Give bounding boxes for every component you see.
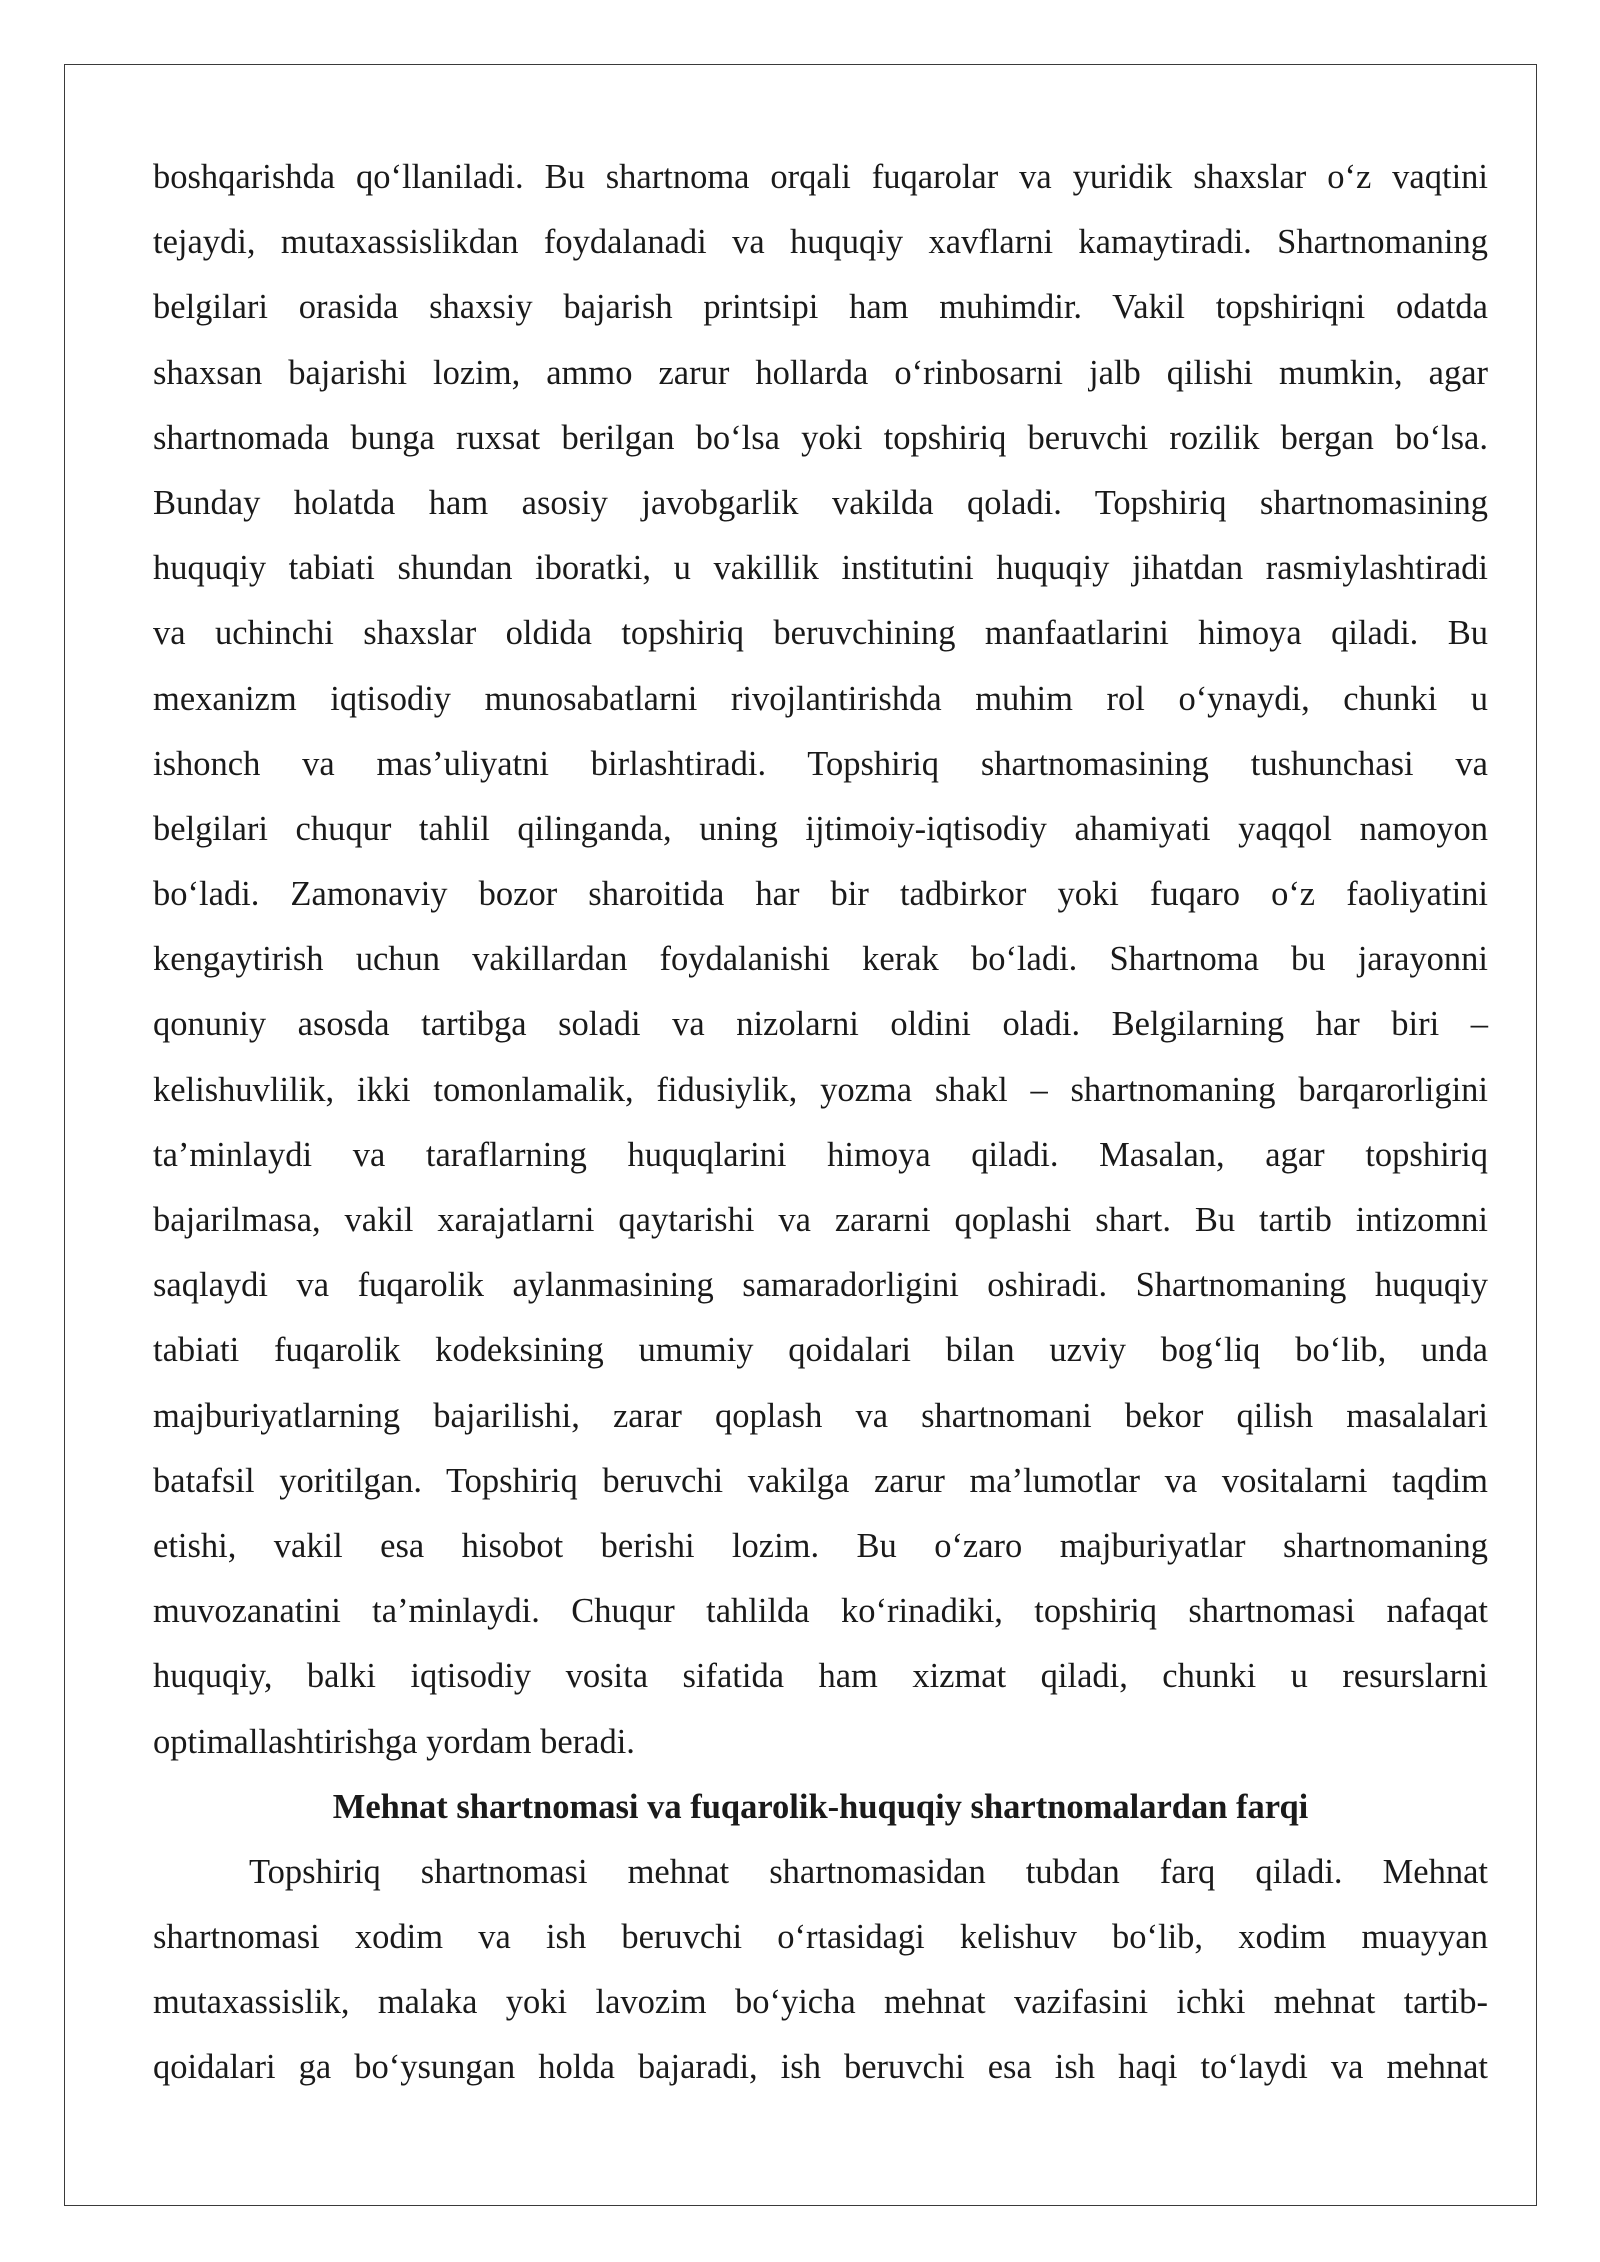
text-line: qoidalari ga bo‘ysungan holda bajaradi, ish beruvchi esa ish haqi to‘laydi va mehnat [153, 2048, 1488, 2087]
text-line: huquqiy tabiati shundan iboratki, u vakillik institutini huquqiy jihatdan rasmiylashtiradi [153, 549, 1488, 588]
text-line: muvozanatini ta’minlaydi. Chuqur tahlilda ko‘rinadiki, topshiriq shartnomasi nafaqat [153, 1592, 1488, 1631]
paragraph-1 [153, 145, 1488, 1775]
text-line: bajarilmasa, vakil xarajatlarni qaytarishi va zararni qoplashi shart. Bu tartib intizomni [153, 1201, 1488, 1239]
text-line: batafsil yoritilgan. Topshiriq beruvchi vakilga zarur ma’lumotlar va vositalarni taqdim [153, 1461, 1488, 1500]
text-line: shaxsan bajarishi lozim, ammo zarur hollarda o‘rinbosarni jalb qilishi mumkin, agar [153, 353, 1488, 392]
text-line: ta’minlaydi va taraflarning huquqlarini himoya qiladi. Masalan, agar topshiriq [153, 1135, 1488, 1174]
text-line: mexanizm iqtisodiy munosabatlarni rivojlantirishda muhim rol o‘ynaydi, chunki u [153, 679, 1488, 718]
text-line: tejaydi, mutaxassislikdan foydalanadi va huquqiy xavflarni kamaytiradi. Shartnomaning [153, 223, 1488, 262]
text-line: optimallashtirishga yordam beradi. [153, 1722, 635, 1761]
section-heading: Mehnat shartnomasi va fuqarolik-huquqiy shartnomalardan farqi [332, 1787, 1309, 1826]
text-line: ishonch va mas’uliyatni birlashtiradi. Topshiriq shartnomasining tushunchasi va [153, 744, 1488, 783]
text-line: mutaxassislik, malaka yoki lavozim bo‘yicha mehnat vazifasini ichki mehnat tartib- [153, 1983, 1488, 2022]
text-line: va uchinchi shaxslar oldida topshiriq beruvchining manfaatlarini himoya qiladi. Bu [153, 614, 1488, 653]
text-line: belgilari orasida shaxsiy bajarish printsipi ham muhimdir. Vakil topshiriqni odatda [153, 288, 1488, 327]
text-line: shartnomasi xodim va ish beruvchi o‘rtasidagi kelishuv bo‘lib, xodim muayyan [153, 1918, 1488, 1957]
text-line: saqlaydi va fuqarolik aylanmasining samaradorligini oshiradi. Shartnomaning huquqiy [153, 1266, 1488, 1305]
document-body [153, 145, 1488, 2101]
text-line: etishi, vakil esa hisobot berishi lozim. Bu o‘zaro majburiyatlar shartnomaning [153, 1526, 1488, 1565]
text-line: kengaytirish uchun vakillardan foydalanishi kerak bo‘ladi. Shartnoma bu jarayonni [153, 940, 1488, 979]
text-line: qonuniy asosda tartibga soladi va nizolarni oldini oladi. Belgilarning har biri – [153, 1005, 1488, 1044]
text-line: huquqiy, balki iqtisodiy vosita sifatida ham xizmat qiladi, chunki u resurslarni [153, 1657, 1488, 1696]
text-line: boshqarishda qo‘llaniladi. Bu shartnoma orqali fuqarolar va yuridik shaxslar o‘z vaqtini [153, 158, 1488, 196]
text-line: belgilari chuqur tahlil qilinganda, uning ijtimoiy-iqtisodiy ahamiyati yaqqol namoyon [153, 809, 1488, 848]
text-line: majburiyatlarning bajarilishi, zarar qoplash va shartnomani bekor qilish masalalari [153, 1396, 1488, 1435]
text-line: tabiati fuqarolik kodeksining umumiy qoidalari bilan uzviy bog‘liq bo‘lib, unda [153, 1331, 1488, 1370]
text-line: Bunday holatda ham asosiy javobgarlik vakilda qoladi. Topshiriq shartnomasining [153, 483, 1488, 522]
text-line: Topshiriq shartnomasi mehnat shartnomasidan tubdan farq qiladi. Mehnat [249, 1852, 1488, 1891]
text-line: bo‘ladi. Zamonaviy bozor sharoitida har bir tadbirkor yoki fuqaro o‘z faoliyatini [153, 875, 1488, 914]
text-line: shartnomada bunga ruxsat berilgan bo‘lsa yoki topshiriq beruvchi rozilik bergan bo‘lsa. [153, 418, 1488, 457]
paragraph-2 [153, 1840, 1488, 2101]
text-line: kelishuvlilik, ikki tomonlamalik, fidusiylik, yozma shakl – shartnomaning barqarorligini [153, 1070, 1488, 1109]
